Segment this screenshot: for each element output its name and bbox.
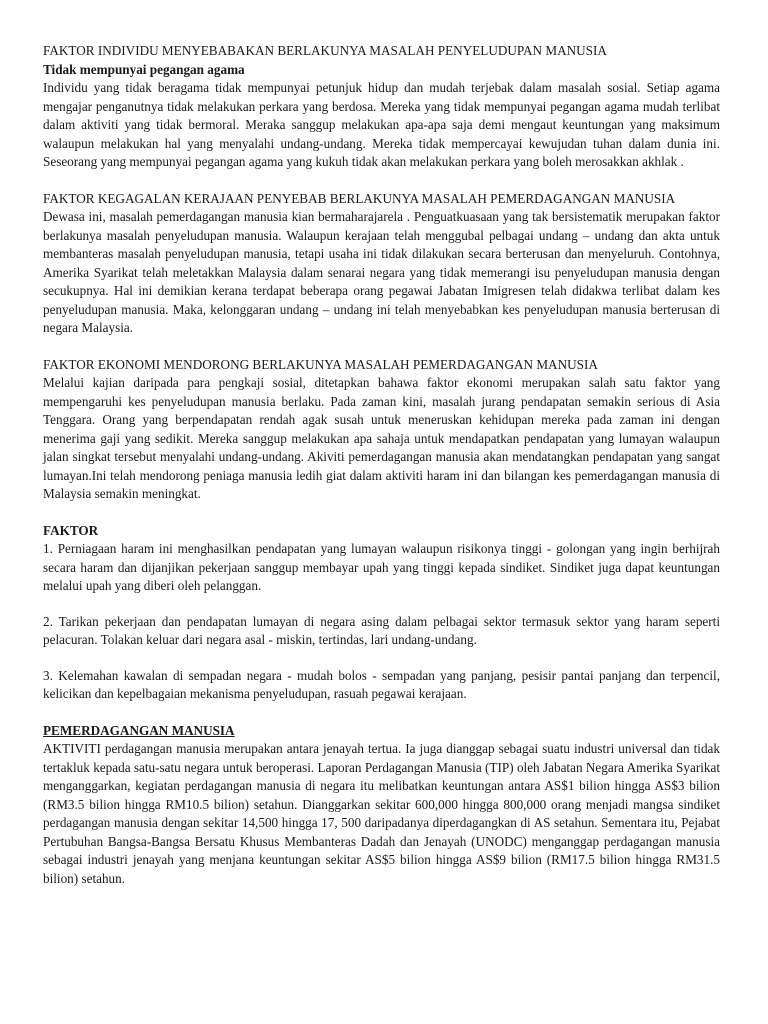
section-faktor-list bbox=[43, 522, 720, 704]
spacer bbox=[43, 596, 720, 613]
section-title: FAKTOR EKONOMI MENDORONG BERLAKUNYA MASALAH PEMERDAGANGAN MANUSIA bbox=[43, 356, 598, 372]
section-body-part-b: di AS setahun. Sementara itu, Pejabat Pertubuhan Bangsa-Bangsa Bersatu Khusus Membanteras Dadah dan Jenayah (UNODC) menganggap perdagangan manusia sebagai industri jenayah yang menjana keuntungan sekitar AS$5 bilion hingga AS$9 bilion (RM17.5 bilion hingga RM31.5 bilion) setahun. bbox=[43, 815, 721, 886]
list-item-text: 2. Tarikan pekerjaan dan pendapatan lumayan di negara asing dalam pelbagai sektor termasuk sektor yang haram seperti pelacuran. Tolakan keluar dari negara asal - miskin, tertindas, lari undang-undang. bbox=[43, 613, 720, 647]
spacer bbox=[43, 338, 720, 356]
section-title: FAKTOR bbox=[43, 522, 99, 538]
section-body: Dewasa ini, masalah pemerdagangan manusia kian bermaharajarela . Penguatkuasaan yang tak bersistematik merupakan faktor berlakunya masalah penyeludupan manusia. Walaupun kerajaan telah menggubal pelbagai undang – undang dan akta untuk membanteras masalah penyeludupan manusia, tetapi usaha ini tidak dilakukan secara berterusan dan menyeluruh. Contohnya, Amerika Syarikat telah meletakkan Malaysia dalam senarai negara yang tidak memerangi isu penyeludupan manusia dengan secukupnya. Hal ini demikian kerana terdapat beberapa orang pegawai Jabatan Imigresen telah didakwa terlibat dalam kes penyeludupan manusia. Maka, kelonggaran undang – undang ini telah menyebabkan kes penyeludupan manusia berterusan di negara Malaysia. bbox=[43, 209, 720, 335]
list-item-text: 3. Kelemahan kawalan di sempadan negara - mudah bolos - sempadan yang panjang, pesisir pantai panjang dan terpencil, kelicikan dan kepelbagaian mekanisma penyeludupan, rasuah pegawai kerajaan. bbox=[43, 667, 720, 701]
list-item bbox=[43, 613, 720, 650]
section-title: FAKTOR KEGAGALAN KERAJAAN PENYEBAB BERLAKUNYA MASALAH PEMERDAGANGAN MANUSIA bbox=[43, 190, 676, 206]
section-body bbox=[43, 740, 720, 888]
section-title: FAKTOR INDIVIDU MENYEBABAKAN BERLAKUNYA MASALAH PENYELUDUPAN MANUSIA bbox=[43, 43, 607, 58]
section-pemerdagangan-manusia bbox=[43, 722, 720, 889]
section-faktor-individu bbox=[43, 42, 720, 172]
spacer bbox=[43, 504, 720, 522]
section-body: Melalui kajian daripada para pengkaji sosial, ditetapkan bahawa faktor ekonomi merupakan salah satu faktor yang mempengaruhi kes penyeludupan manusia berlaku. Pada zaman kini, masalah jurang pendapatan semakin serious di Asia Tenggara. Orang yang berpendapatan rendah agak susah untuk meneruskan kehidupan mereka pada zaman ini dengan menerima gaji yang sedikit. Mereka sanggup melakukan apa sahaja untuk mendapatkan pendapatan yang lumayan walaupun jalan singkat tersebut menyalahi undang-undang. Akiviti pemerdagangan manusia akan mendatangkan pendapatan yang sangat lumayan.Ini telah mendorong peniaga manusia ledih giat dalam aktiviti haram ini dan bilangan kes pemerdagangan manusia di Malaysia semakin meningkat. bbox=[43, 375, 720, 501]
section-body: Individu yang tidak beragama tidak mempunyai petunjuk hidup dan mudah terjebak dalam masalah sosial. Setiap agama mengajar penganutnya tidak melakukan perkara yang berdosa. Mereka yang tidak mempunyai pegangan agama mudah terlibat dalam aktiviti yang tidak bermoral. Meraka sanggup melakukan apa-apa saja demi mengaut keuntungan yang maksimum walaupun melakukan hal yang menyalahi undang-undang. Mereka tidak mempercayai kewujudan tuhan dalam dunia ini. Seseorang yang mempunyai pegangan agama yang kukuh tidak akan melakukan perkara yang boleh merosakkan akhlak . bbox=[43, 80, 720, 169]
section-faktor-kegagalan-kerajaan bbox=[43, 190, 720, 338]
list-item bbox=[43, 540, 720, 596]
section-body-part-a: AKTIVITI perdagangan manusia merupakan antara jenayah tertua. Ia juga dianggap sebagai suatu industri universal dan tidak tertakluk kepada satu-satu negara untuk beroperasi. Laporan Perdagangan Manusia (TIP) oleh Jabatan Negara Amerika Syarikat menganggarkan, kegiatan perdagangan manusia di negara itu melibatkan keuntungan antara AS$1 bilion hingga AS$3 bilion (RM3.5 bilion hingga RM10.5 bilion) setahun. Dianggarkan sekitar 600,000 hingga 800,000 orang menjadi mangsa sindiket perdagangan manusia dengan sekitar 14,500 hingga 17, 500 daripadanya diperdagangkan bbox=[43, 741, 720, 830]
list-item bbox=[43, 667, 720, 704]
section-faktor-ekonomi bbox=[43, 356, 720, 504]
list-item-text: 1. Perniagaan haram ini menghasilkan pendapatan yang lumayan walaupun risikonya tinggi - golongan yang ingin berhijrah secara haram dan dijanjikan pekerjaan sanggup membayar upah yang tinggi kepada sindiket. Sindiket juga dapat keuntungan melalui upah yang diberi oleh pelanggan. bbox=[43, 541, 720, 593]
spacer bbox=[43, 172, 720, 190]
spacer bbox=[43, 650, 720, 667]
section-subtitle: Tidak mempunyai pegangan agama bbox=[43, 61, 245, 77]
section-title: PEMERDAGANGAN MANUSIA bbox=[43, 722, 235, 738]
spacer bbox=[43, 704, 720, 722]
